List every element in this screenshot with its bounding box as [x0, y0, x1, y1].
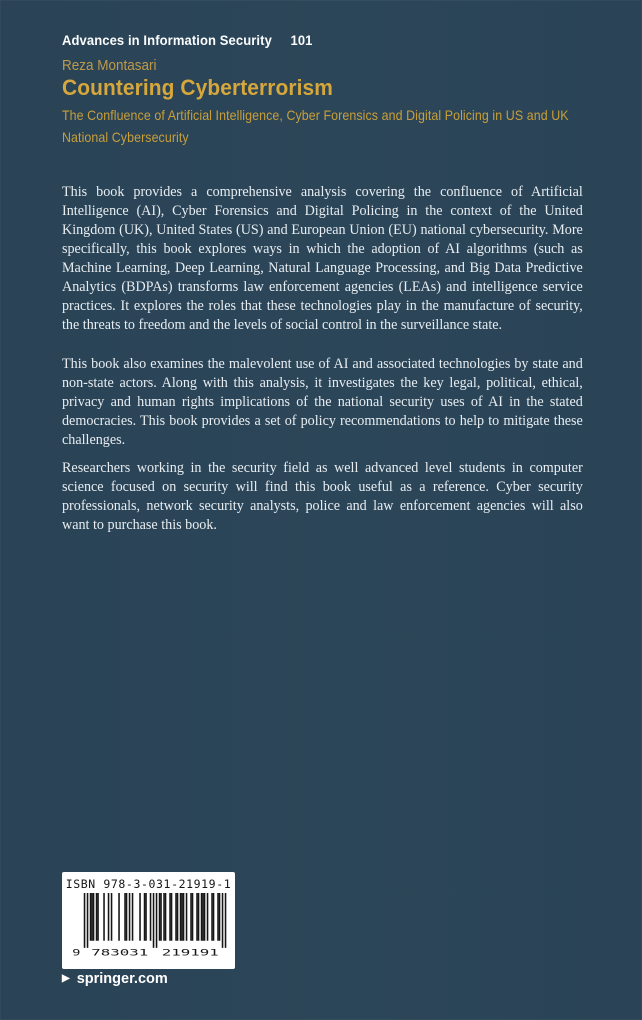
author-name: Reza Montasari [62, 58, 157, 74]
isbn-number: ISBN 978-3-031-21919-1 [65, 877, 232, 891]
book-title: Countering Cyberterrorism [62, 75, 333, 100]
ean13-barcode-icon [71, 893, 227, 957]
svg-text:9: 9 [71, 946, 80, 957]
isbn-barcode-panel [62, 872, 235, 969]
series-line [62, 31, 313, 49]
synopsis [62, 182, 583, 534]
svg-text:783031: 783031 [90, 946, 148, 957]
publisher-domain: springer.com [76, 971, 168, 987]
synopsis-paragraph-3: Researchers working in the security field as well advanced level students in computer science focused on security will find this book useful as a reference. Cyber security professionals, network security analysts, police and law enforcement agencies will also want to purchase this book. [62, 459, 583, 533]
series-title: Advances in Information Security [62, 32, 272, 48]
synopsis-paragraph-2: This book also examines the malevolent use of AI and associated technologies by state and non-state actors. Along with this analysis, it investigates the key legal, political, ethical, privacy and human rights implications of the national security uses of AI in the stated democracies. This book provides a set of policy recommendations to help to mitigate these challenges. [62, 355, 583, 448]
synopsis-paragraph-1: This book provides a comprehensive analysis covering the confluence of Artificial Intelligence (AI), Cyber Forensics and Digital Policing in the context of the United Kingdom (UK), United States (US) and European Union (EU) national cybersecurity. More specifically, this book explores ways in which the adoption of AI algorithms (such as Machine Learning, Deep Learning, Natural Language Processing, and Big Data Predictive Analytics (BDPAs) transforms law enforcement agencies (LEAs) and intelligence service practices. It explores the roles that these technologies play in the manufacture of security, the threats to freedom and the levels of social control in the surveillance state. [62, 183, 583, 333]
series-volume: 101 [290, 32, 313, 48]
publisher-link [62, 969, 168, 989]
arrow-icon: ▶ [62, 973, 70, 984]
book-subtitle: The Confluence of Artificial Intelligence, Cyber Forensics and Digital Policing in US and UK National Cybersecurity [62, 107, 569, 145]
svg-text:219191: 219191 [161, 946, 219, 957]
